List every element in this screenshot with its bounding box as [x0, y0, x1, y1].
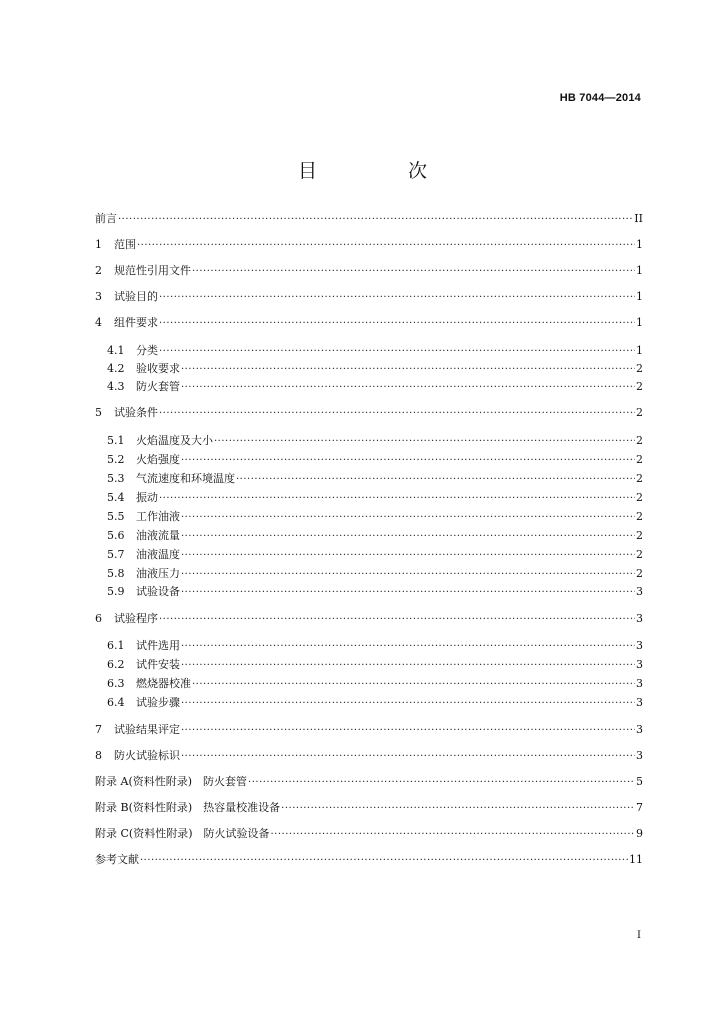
- dot-leader: [181, 511, 635, 525]
- toc-entry-number: 6.3: [107, 677, 125, 690]
- toc-entry-page: 2: [636, 362, 643, 375]
- toc-entry-page: 2: [636, 567, 643, 580]
- toc-entry-page: 3: [636, 585, 643, 598]
- toc-entry[interactable]: [95, 212, 643, 227]
- toc-entry-number: 5.8: [107, 567, 125, 580]
- toc-entry[interactable]: [95, 853, 643, 868]
- dot-leader: [181, 454, 635, 468]
- toc-entry-page: 2: [636, 453, 643, 466]
- toc-entry[interactable]: [95, 696, 643, 711]
- toc-entry-page: 2: [636, 472, 643, 485]
- dot-leader: [159, 492, 635, 506]
- toc-entry-page: 2: [636, 529, 643, 542]
- toc-entry-number: 1: [95, 238, 102, 251]
- toc-entry-page: 5: [636, 775, 643, 788]
- toc-entry-label: 附录 B(资料性附录) 热容量校准设备: [95, 801, 281, 814]
- toc-entry-label: 试验步骤: [136, 696, 180, 709]
- dot-leader: [118, 213, 633, 227]
- toc-entry-number: 5.5: [107, 510, 125, 523]
- toc-entry-page: 1: [636, 344, 643, 357]
- toc-entry-number: 4: [95, 316, 102, 329]
- toc-entry[interactable]: [95, 491, 643, 506]
- dot-leader: [181, 586, 635, 600]
- toc-entry[interactable]: [95, 567, 643, 582]
- toc-entry-label: 分类: [136, 344, 158, 357]
- toc-entry-number: 5.2: [107, 453, 125, 466]
- toc-entry-label: 参考文献: [95, 853, 139, 866]
- toc-entry[interactable]: [95, 677, 643, 692]
- toc-entry[interactable]: [95, 238, 643, 253]
- toc-entry-page: 3: [636, 658, 643, 671]
- standard-code: HB 7044—2014: [559, 92, 641, 104]
- dot-leader: [181, 363, 635, 377]
- toc-entry-label: 防火试验标识: [114, 749, 180, 762]
- toc-entry-label: 试验结果评定: [114, 723, 180, 736]
- toc-entry-page: II: [634, 212, 643, 225]
- toc-entry-label: 燃烧器校准: [136, 677, 191, 690]
- toc-entry-number: 8: [95, 749, 102, 762]
- toc-entry[interactable]: [95, 749, 643, 764]
- toc-entry-number: 6.4: [107, 696, 125, 709]
- dot-leader: [236, 473, 635, 487]
- toc-entry-page: 2: [636, 548, 643, 561]
- toc-entry[interactable]: [95, 548, 643, 563]
- toc-entry-page: 7: [636, 801, 643, 814]
- toc-entry-number: 4.1: [107, 344, 125, 357]
- toc-entry[interactable]: [95, 801, 643, 816]
- toc-entry-page: 3: [636, 723, 643, 736]
- toc-entry-page: 11: [629, 853, 643, 866]
- dot-leader: [181, 530, 635, 544]
- toc-entry-number: 5.6: [107, 529, 125, 542]
- toc-entry-number: 5: [95, 406, 102, 419]
- toc-entry-number: 5.4: [107, 491, 125, 504]
- toc-entry-label: 振动: [136, 491, 158, 504]
- toc-entry[interactable]: [95, 612, 643, 627]
- toc-entry[interactable]: [95, 775, 643, 790]
- toc-entry[interactable]: [95, 453, 643, 468]
- toc-entry[interactable]: [95, 264, 643, 279]
- page-title: 目 次: [297, 160, 463, 182]
- dot-leader: [181, 750, 635, 764]
- toc-entry-label: 火焰温度及大小: [136, 434, 213, 447]
- dot-leader: [192, 265, 635, 279]
- dot-leader: [137, 239, 635, 253]
- toc-entry-number: 4.3: [107, 380, 125, 393]
- dot-leader: [159, 407, 635, 421]
- toc-entry-label: 规范性引用文件: [114, 264, 191, 277]
- toc-entry[interactable]: [95, 344, 643, 359]
- toc-entry-label: 油液温度: [136, 548, 180, 561]
- page-number: I: [637, 930, 641, 941]
- dot-leader: [271, 828, 636, 842]
- dot-leader: [214, 435, 635, 449]
- toc-entry-number: 7: [95, 723, 102, 736]
- toc-entry-page: 1: [636, 238, 643, 251]
- toc-entry-page: 3: [636, 612, 643, 625]
- dot-leader: [181, 697, 635, 711]
- toc-entry-number: 6.1: [107, 639, 125, 652]
- toc-entry-label: 试验程序: [114, 612, 158, 625]
- dot-leader: [248, 776, 635, 790]
- toc-entry-page: 3: [636, 749, 643, 762]
- toc-entry-page: 2: [636, 406, 643, 419]
- toc-entry[interactable]: [95, 380, 643, 395]
- toc-entry[interactable]: [95, 362, 643, 377]
- toc-entry-page: 1: [636, 316, 643, 329]
- dot-leader: [192, 678, 635, 692]
- toc-entry-label: 附录 C(资料性附录) 防火试验设备: [95, 827, 270, 840]
- toc-entry-number: 6.2: [107, 658, 125, 671]
- toc-entry-page: 1: [636, 290, 643, 303]
- toc-entry-label: 验收要求: [136, 362, 180, 375]
- toc-entry-page: 3: [636, 639, 643, 652]
- dot-leader: [181, 549, 635, 563]
- toc-entry-label: 试验设备: [136, 585, 180, 598]
- toc-entry-number: 3: [95, 290, 102, 303]
- toc-entry-page: 3: [636, 677, 643, 690]
- dot-leader: [181, 381, 635, 395]
- toc-entry[interactable]: [95, 290, 643, 305]
- toc-entry-page: 3: [636, 696, 643, 709]
- dot-leader: [281, 802, 635, 816]
- toc-entry-label: 范围: [114, 238, 136, 251]
- toc-entry-label: 防火套管: [136, 380, 180, 393]
- toc-entry[interactable]: [95, 316, 643, 331]
- toc-entry-number: 5.9: [107, 585, 125, 598]
- toc-entry-number: 4.2: [107, 362, 125, 375]
- toc-entry-label: 试件选用: [136, 639, 180, 652]
- toc-entry[interactable]: [95, 658, 643, 673]
- toc-entry-label: 试验目的: [114, 290, 158, 303]
- toc-entry-number: 2: [95, 264, 102, 277]
- dot-leader: [159, 291, 635, 305]
- dot-leader: [181, 724, 635, 738]
- toc-entry-label: 试验条件: [114, 406, 158, 419]
- toc-entry-label: 油液压力: [136, 567, 180, 580]
- toc-entry[interactable]: [95, 406, 643, 421]
- toc-entry-page: 2: [636, 434, 643, 447]
- toc-entry-label: 工作油液: [136, 510, 180, 523]
- toc-entry[interactable]: [95, 585, 643, 600]
- toc-entry[interactable]: [95, 723, 643, 738]
- dot-leader: [181, 659, 635, 673]
- dot-leader: [181, 640, 635, 654]
- toc-entry[interactable]: [95, 639, 643, 654]
- toc-entry-label: 火焰强度: [136, 453, 180, 466]
- toc-entry[interactable]: [95, 472, 643, 487]
- toc-entry-page: 1: [636, 264, 643, 277]
- toc-entry-label: 组件要求: [114, 316, 158, 329]
- dot-leader: [159, 613, 635, 627]
- toc-entry[interactable]: [95, 434, 643, 449]
- toc-entry-number: 5.7: [107, 548, 125, 561]
- toc-entry-label: 前言: [95, 212, 117, 225]
- toc-entry-page: 2: [636, 491, 643, 504]
- toc-entry-number: 5.1: [107, 434, 125, 447]
- toc-entry-label: 附录 A(资料性附录) 防火套管: [95, 775, 248, 788]
- dot-leader: [140, 854, 628, 868]
- toc-entry[interactable]: [95, 529, 643, 544]
- dot-leader: [159, 345, 635, 359]
- toc-entry[interactable]: [95, 510, 643, 525]
- toc-entry-page: 2: [636, 380, 643, 393]
- dot-leader: [181, 568, 635, 582]
- toc-entry-page: 2: [636, 510, 643, 523]
- toc-entry-label: 油液流量: [136, 529, 180, 542]
- dot-leader: [159, 317, 635, 331]
- toc-entry[interactable]: [95, 827, 643, 842]
- toc-entry-label: 试件安装: [136, 658, 180, 671]
- toc-entry-label: 气流速度和环境温度: [136, 472, 235, 485]
- toc-entry-page: 9: [636, 827, 643, 840]
- toc-entry-number: 6: [95, 612, 102, 625]
- toc-entry-number: 5.3: [107, 472, 125, 485]
